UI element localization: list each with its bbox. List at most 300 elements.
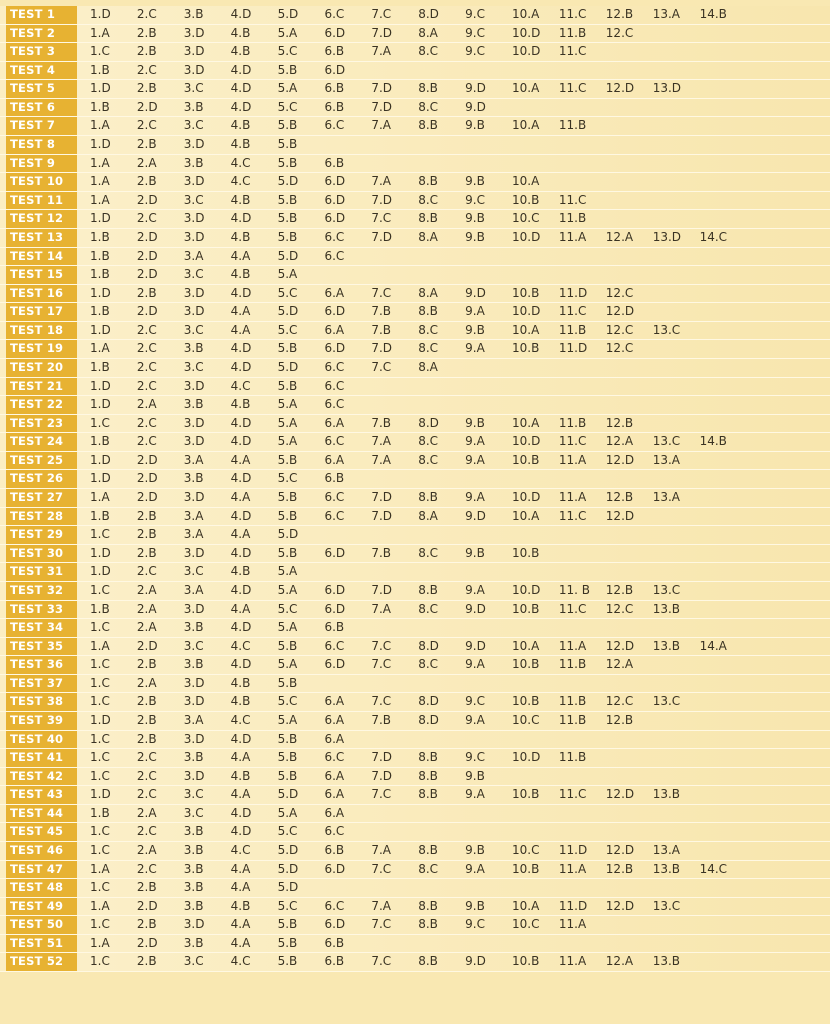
answer-cell: 12.D	[605, 304, 635, 319]
answer-cell: 1.A	[90, 192, 110, 207]
answer-cell: 4.A	[230, 787, 251, 802]
answer-cells	[77, 916, 830, 934]
test-label: TEST 3	[6, 43, 77, 61]
answer-cells	[77, 731, 830, 749]
answer-cell: 2.B	[136, 81, 157, 96]
test-row	[0, 898, 830, 917]
answer-cell: 4.C	[230, 378, 251, 393]
answer-cell: 7.C	[371, 638, 392, 653]
test-row	[0, 935, 830, 954]
answer-cell: 8.D	[418, 7, 439, 21]
answer-cell: 11.C	[558, 7, 587, 21]
answer-cell: 12.B	[605, 490, 634, 505]
answer-cell: 11.A	[558, 490, 587, 505]
answer-cells	[77, 6, 830, 24]
answer-cell: 3.D	[183, 601, 205, 616]
answer-cell: 7.D	[371, 192, 393, 207]
answer-cell: 6.A	[324, 415, 345, 430]
answer-cell: 8.B	[418, 750, 438, 765]
answer-cell: 8.B	[418, 211, 438, 226]
answer-cell: 2.B	[136, 694, 157, 709]
answer-cell: 4.B	[230, 44, 251, 59]
answer-cell: 5.B	[277, 378, 298, 393]
test-label: TEST 42	[6, 768, 77, 786]
answer-cell: 14.C	[699, 229, 728, 244]
answer-cell: 4.A	[230, 322, 251, 337]
test-label: TEST 12	[6, 210, 77, 228]
answer-cells	[77, 526, 830, 544]
answer-cell: 3.C	[183, 564, 204, 579]
answer-cell: 3.B	[183, 861, 204, 876]
answer-cells	[77, 935, 830, 953]
answer-cell: 1.C	[90, 657, 110, 672]
answer-cell: 4.B	[230, 25, 251, 40]
answer-cell: 9.B	[465, 768, 485, 783]
answer-cell: 5.A	[277, 582, 298, 597]
answer-cell: 11.A	[558, 452, 587, 467]
answer-cells	[77, 117, 830, 135]
answer-cell: 1.A	[90, 935, 110, 950]
answer-cell: 6.A	[324, 285, 345, 300]
answer-cell: 5.A	[277, 397, 298, 412]
answer-cell: 6.C	[324, 7, 345, 21]
answer-cell: 10.B	[512, 452, 540, 467]
answer-cell: 3.C	[183, 192, 204, 207]
answer-cell: 4.C	[230, 712, 251, 727]
test-row	[0, 861, 830, 880]
answer-cell: 3.A	[183, 527, 204, 542]
answer-cell: 5.A	[277, 267, 298, 282]
answer-cell: 3.C	[183, 322, 204, 337]
test-label: TEST 14	[6, 248, 77, 266]
answer-cell: 11.C	[558, 81, 587, 96]
answer-cell: 4.C	[230, 843, 251, 858]
answer-cell: 10.A	[512, 7, 540, 21]
test-row	[0, 916, 830, 935]
answer-cell: 11.A	[558, 861, 587, 876]
answer-cell: 1.A	[90, 341, 110, 356]
answer-cell: 1.C	[90, 768, 110, 783]
answer-cell: 9.A	[465, 582, 485, 597]
test-label: TEST 40	[6, 731, 77, 749]
answer-cell: 8.B	[418, 174, 438, 189]
answer-cell: 1.C	[90, 917, 110, 932]
answer-cells	[77, 396, 830, 414]
answer-cell: 11.B	[558, 25, 587, 40]
answer-cell: 5.B	[277, 545, 298, 560]
test-row	[0, 340, 830, 359]
answer-cell: 2.B	[136, 712, 157, 727]
answer-cell: 11.B	[558, 694, 587, 709]
answer-cell: 12.A	[605, 229, 634, 244]
answer-cell: 12.C	[605, 322, 634, 337]
answer-cell: 12.A	[605, 657, 634, 672]
answer-cell: 12.A	[605, 954, 634, 969]
test-label: TEST 49	[6, 898, 77, 916]
answer-cell: 5.B	[277, 508, 298, 523]
answer-cell: 1.C	[90, 750, 110, 765]
answer-cells	[77, 601, 830, 619]
answer-cell: 2.C	[136, 378, 157, 393]
answer-cell: 11.D	[558, 341, 588, 356]
test-label: TEST 39	[6, 712, 77, 730]
answer-cell: 3.B	[183, 341, 204, 356]
answer-cell: 1.B	[90, 248, 110, 263]
answer-cell: 7.D	[371, 768, 393, 783]
answer-cells	[77, 99, 830, 117]
answer-cell: 8.C	[418, 545, 439, 560]
answer-cell: 9.B	[465, 229, 485, 244]
answer-cell: 5.A	[277, 434, 298, 449]
answer-cell: 1.A	[90, 898, 110, 913]
answer-cell: 6.D	[324, 545, 346, 560]
answer-cell: 4.C	[230, 174, 251, 189]
answer-cell: 1.D	[90, 545, 111, 560]
answer-cell: 5.D	[277, 787, 299, 802]
answer-cell: 3.B	[183, 935, 204, 950]
answer-cell: 3.D	[183, 415, 205, 430]
answer-cell: 2.B	[136, 137, 157, 152]
answer-cell: 5.B	[277, 917, 298, 932]
answer-cell: 5.A	[277, 805, 298, 820]
answer-cell: 7.D	[371, 582, 393, 597]
test-label: TEST 25	[6, 452, 77, 470]
answer-cell: 4.D	[230, 620, 252, 635]
answer-cell: 12.D	[605, 843, 635, 858]
answer-cell: 10.D	[512, 44, 541, 59]
answer-cell: 2.A	[136, 397, 157, 412]
answer-cell: 4.A	[230, 917, 251, 932]
answer-cells	[77, 452, 830, 470]
test-row	[0, 545, 830, 564]
answer-cell: 2.B	[136, 25, 157, 40]
answer-cell: 1.A	[90, 118, 110, 133]
answer-cell: 3.D	[183, 229, 205, 244]
answer-cell: 10.A	[512, 898, 540, 913]
answer-cell: 7.C	[371, 211, 392, 226]
answer-cell: 11.C	[558, 787, 587, 802]
answer-cell: 1.C	[90, 880, 110, 895]
test-label: TEST 47	[6, 861, 77, 879]
answer-cell: 4.A	[230, 304, 251, 319]
answer-cell: 8.B	[418, 304, 438, 319]
answer-cell: 3.D	[183, 44, 205, 59]
answer-cells	[77, 712, 830, 730]
answer-cell: 10.B	[512, 694, 540, 709]
answer-cell: 14.C	[699, 861, 728, 876]
answer-cell: 6.C	[324, 638, 345, 653]
answer-cell: 6.B	[324, 843, 345, 858]
answer-cells	[77, 823, 830, 841]
test-row	[0, 749, 830, 768]
test-row	[0, 210, 830, 229]
answer-cells	[77, 378, 830, 396]
answer-cell: 4.D	[230, 508, 252, 523]
answer-cell: 4.D	[230, 731, 252, 746]
answer-cell: 7.C	[371, 917, 392, 932]
answer-cell: 1.C	[90, 415, 110, 430]
answer-cell: 7.D	[371, 25, 393, 40]
answer-cell: 10.C	[512, 211, 540, 226]
answer-cell: 5.A	[277, 81, 298, 96]
answer-cell: 11.D	[558, 285, 588, 300]
test-label: TEST 21	[6, 378, 77, 396]
answer-cell: 6.B	[324, 471, 345, 486]
answer-cells	[77, 545, 830, 563]
answer-cell: 2.D	[136, 192, 158, 207]
answer-cell: 3.C	[183, 787, 204, 802]
answer-cell: 8.B	[418, 787, 438, 802]
answer-cell: 1.D	[90, 452, 111, 467]
answer-cell: 2.D	[136, 935, 158, 950]
answer-cell: 11. B	[558, 582, 591, 597]
test-label: TEST 34	[6, 619, 77, 637]
answer-cell: 4.B	[230, 898, 251, 913]
answer-cell: 10.A	[512, 322, 540, 337]
answer-cell: 13.D	[652, 229, 682, 244]
answer-cell: 3.C	[183, 359, 204, 374]
answer-cell: 6.C	[324, 750, 345, 765]
test-row	[0, 322, 830, 341]
test-label: TEST 23	[6, 415, 77, 433]
answer-cell: 2.B	[136, 545, 157, 560]
answer-cell: 4.A	[230, 935, 251, 950]
answer-cell: 10.D	[512, 229, 541, 244]
answer-cell: 11.B	[558, 657, 587, 672]
answer-cell: 5.C	[277, 322, 298, 337]
test-row	[0, 117, 830, 136]
answer-cell: 7.C	[371, 359, 392, 374]
test-label: TEST 10	[6, 173, 77, 191]
answer-cell: 10.D	[512, 25, 541, 40]
answer-cell: 10.D	[512, 434, 541, 449]
answer-cells	[77, 340, 830, 358]
answer-cell: 10.B	[512, 657, 540, 672]
test-row	[0, 173, 830, 192]
answer-cells	[77, 285, 830, 303]
answer-cell: 2.B	[136, 285, 157, 300]
answer-cell: 4.D	[230, 7, 252, 21]
answer-cell: 12.C	[605, 601, 634, 616]
answer-cell: 6.D	[324, 62, 346, 77]
answer-cell: 1.A	[90, 638, 110, 653]
answer-cell: 7.B	[371, 322, 392, 337]
answer-cell: 9.D	[465, 638, 486, 653]
answer-cell: 7.C	[371, 7, 392, 21]
answer-cell: 3.D	[183, 675, 205, 690]
test-row	[0, 303, 830, 322]
answer-cell: 6.C	[324, 434, 345, 449]
answer-cell: 8.A	[418, 508, 438, 523]
answer-cell: 11.C	[558, 601, 587, 616]
answer-cell: 7.A	[371, 601, 392, 616]
answer-cell: 11.B	[558, 118, 587, 133]
test-label: TEST 33	[6, 601, 77, 619]
test-label: TEST 17	[6, 303, 77, 321]
test-row	[0, 80, 830, 99]
test-row	[0, 693, 830, 712]
answer-cell: 1.A	[90, 174, 110, 189]
answer-cell: 1.D	[90, 211, 111, 226]
answer-cell: 10.B	[512, 601, 540, 616]
answer-cells	[77, 619, 830, 637]
answer-cells	[77, 80, 830, 98]
answer-cell: 2.D	[136, 898, 158, 913]
answer-cell: 5.C	[277, 471, 298, 486]
answer-cell: 6.B	[324, 155, 345, 170]
answer-cell: 11.D	[558, 898, 588, 913]
answer-cell: 10.A	[512, 508, 540, 523]
answer-cell: 6.D	[324, 211, 346, 226]
answer-cell: 6.C	[324, 508, 345, 523]
answer-cell: 1.C	[90, 620, 110, 635]
answer-cell: 11.C	[558, 192, 587, 207]
answer-cell: 4.A	[230, 601, 251, 616]
answer-cell: 4.B	[230, 192, 251, 207]
answer-cell: 13.A	[652, 490, 680, 505]
answer-cell: 10.A	[512, 415, 540, 430]
answer-cell: 5.B	[277, 731, 298, 746]
test-label: TEST 41	[6, 749, 77, 767]
answer-cell: 8.B	[418, 490, 438, 505]
answer-cell: 9.C	[465, 44, 485, 59]
answer-cell: 5.D	[277, 7, 299, 21]
answer-cell: 5.B	[277, 954, 298, 969]
answer-cell: 8.B	[418, 917, 438, 932]
answer-cell: 4.B	[230, 229, 251, 244]
test-row	[0, 489, 830, 508]
answer-cell: 3.A	[183, 248, 204, 263]
answer-cell: 2.A	[136, 843, 157, 858]
answer-cell: 9.D	[465, 285, 486, 300]
test-row	[0, 470, 830, 489]
answer-cell: 9.A	[465, 490, 485, 505]
answer-cell: 4.D	[230, 81, 252, 96]
answer-cell: 1.C	[90, 731, 110, 746]
answer-cell: 11.B	[558, 712, 587, 727]
answer-cell: 9.C	[465, 750, 485, 765]
answer-cell: 13.C	[652, 434, 681, 449]
answer-cell: 1.C	[90, 954, 110, 969]
answer-cell: 6.D	[324, 25, 346, 40]
answer-cell: 1.A	[90, 155, 110, 170]
answer-cell: 9.D	[465, 508, 486, 523]
test-row	[0, 433, 830, 452]
answer-cell: 6.A	[324, 768, 345, 783]
answer-cell: 10.D	[512, 304, 541, 319]
answer-cell: 4.A	[230, 452, 251, 467]
answer-cell: 10.D	[512, 582, 541, 597]
answer-cell: 10.B	[512, 861, 540, 876]
answer-cell: 3.C	[183, 954, 204, 969]
answer-cell: 5.C	[277, 285, 298, 300]
answer-cell: 6.C	[324, 898, 345, 913]
test-row	[0, 99, 830, 118]
test-row	[0, 582, 830, 601]
test-label: TEST 43	[6, 786, 77, 804]
answer-cell: 8.B	[418, 768, 438, 783]
answer-cell: 9.D	[465, 99, 486, 114]
answer-cell: 2.C	[136, 62, 157, 77]
answer-cell: 13.B	[652, 787, 681, 802]
answer-cell: 8.D	[418, 415, 439, 430]
test-row	[0, 953, 830, 972]
answer-cells	[77, 656, 830, 674]
answer-cell: 4.D	[230, 824, 252, 839]
answer-cell: 5.B	[277, 638, 298, 653]
answer-cell: 8.C	[418, 861, 439, 876]
test-label: TEST 19	[6, 340, 77, 358]
answer-cell: 11.B	[558, 211, 587, 226]
answer-cell: 9.B	[465, 211, 485, 226]
test-row	[0, 396, 830, 415]
answer-cell: 6.B	[324, 44, 345, 59]
answer-cell: 11.A	[558, 954, 587, 969]
answer-cell: 8.B	[418, 898, 438, 913]
answer-cells	[77, 25, 830, 43]
test-row	[0, 563, 830, 582]
test-label: TEST 52	[6, 953, 77, 971]
test-label: TEST 32	[6, 582, 77, 600]
answer-cell: 13.C	[652, 582, 681, 597]
test-row	[0, 879, 830, 898]
answer-cell: 7.D	[371, 341, 393, 356]
answer-cell: 5.A	[277, 620, 298, 635]
answer-cell: 2.C	[136, 118, 157, 133]
answer-cell: 4.B	[230, 675, 251, 690]
answer-cell: 5.D	[277, 880, 299, 895]
answer-cell: 12.D	[605, 898, 635, 913]
answer-cell: 2.A	[136, 620, 157, 635]
answer-cell: 5.D	[277, 527, 299, 542]
answer-cell: 11.B	[558, 322, 587, 337]
answer-cell: 13.D	[652, 81, 682, 96]
answer-cell: 1.D	[90, 787, 111, 802]
answer-cell: 8.B	[418, 843, 438, 858]
answer-cell: 5.A	[277, 564, 298, 579]
answer-cell: 6.A	[324, 805, 345, 820]
answer-cell: 6.C	[324, 490, 345, 505]
answer-cells	[77, 953, 830, 971]
test-label: TEST 51	[6, 935, 77, 953]
answer-cell: 2.C	[136, 7, 157, 21]
test-label: TEST 6	[6, 99, 77, 117]
answer-cell: 11.A	[558, 638, 587, 653]
answer-cell: 1.B	[90, 434, 110, 449]
answer-cell: 8.D	[418, 638, 439, 653]
answer-cell: 6.A	[324, 787, 345, 802]
answer-cell: 11.C	[558, 304, 587, 319]
answer-cell: 5.B	[277, 935, 298, 950]
answer-cell: 2.A	[136, 155, 157, 170]
answer-cells	[77, 861, 830, 879]
answer-cell: 6.A	[324, 731, 345, 746]
answer-cell: 7.A	[371, 434, 392, 449]
answer-cell: 9.A	[465, 712, 485, 727]
answer-cell: 9.A	[465, 861, 485, 876]
answer-cell: 3.D	[183, 545, 205, 560]
answer-cell: 4.C	[230, 954, 251, 969]
answer-cell: 7.C	[371, 657, 392, 672]
answer-cells	[77, 155, 830, 173]
answer-cell: 6.D	[324, 601, 346, 616]
answer-cell: 9.A	[465, 657, 485, 672]
answer-cell: 3.D	[183, 434, 205, 449]
test-label: TEST 18	[6, 322, 77, 340]
answer-cell: 7.D	[371, 229, 393, 244]
answer-cell: 2.A	[136, 601, 157, 616]
test-row	[0, 452, 830, 471]
